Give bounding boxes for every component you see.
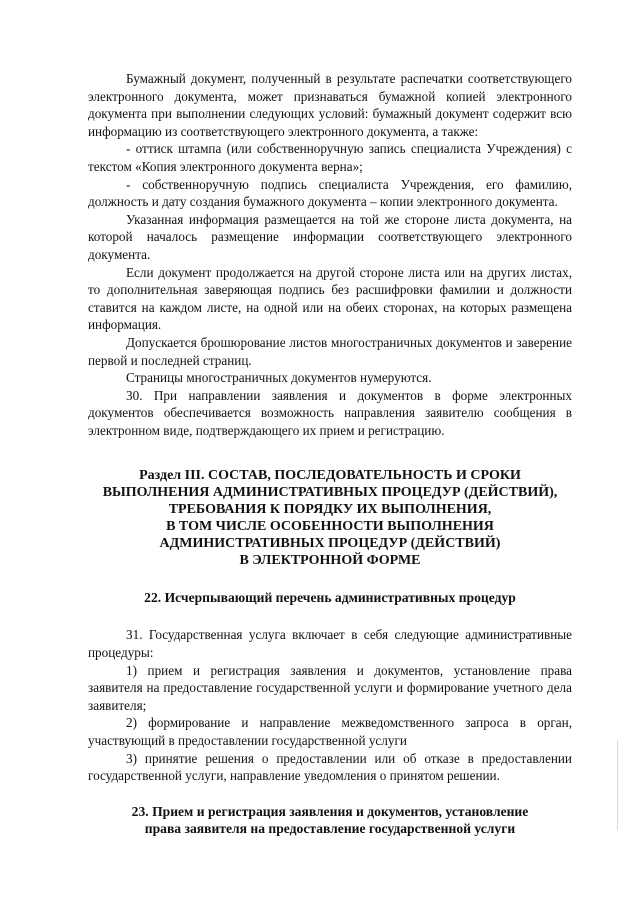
subsection-heading-line: права заявителя на предоставление государственной услуги	[144, 820, 516, 836]
paragraph: 3) принятие решения о предоставлении или об отказе в предоставлении государственной услуги, направление уведомления о принятом решении.	[88, 750, 572, 784]
section-title-line: Раздел III. СОСТАВ, ПОСЛЕДОВАТЕЛЬНОСТЬ И СРОКИ	[139, 468, 521, 484]
section-title	[88, 467, 572, 569]
subsection-heading-22	[88, 589, 572, 606]
paragraph: Допускается брошюрование листов многостраничных документов и заверение первой и последней страниц.	[88, 334, 572, 368]
section-title-line: В ТОМ ЧИСЛЕ ОСОБЕННОСТИ ВЫПОЛНЕНИЯ	[166, 519, 494, 535]
section-title-line: АДМИНИСТРАТИВНЫХ ПРОЦЕДУР (ДЕЙСТВИЙ)	[159, 536, 501, 552]
paragraph: 2) формирование и направление межведомственного запроса в орган, участвующий в предоставлении государственной услуги	[88, 715, 572, 749]
paragraph: Если документ продолжается на другой стороне листа или на других листах, то дополнительная заверяющая подпись без расшифровки фамилии и должности ставится на каждом листе, на одной или на обеих сторонах, на которых размещена информация.	[88, 264, 572, 333]
section-title-line: ТРЕБОВАНИЯ К ПОРЯДКУ ИХ ВЫПОЛНЕНИЯ,	[168, 502, 492, 518]
paragraph: 31. Государственная услуга включает в себя следующие административные процедуры:	[88, 627, 572, 661]
subsection-heading-line: 23. Прием и регистрация заявления и документов, установление	[131, 803, 529, 819]
section-title-line: В ЭЛЕКТРОННОЙ ФОРМЕ	[239, 553, 421, 569]
paragraph: 30. При направлении заявления и документов в форме электронных документов обеспечивается возможность направления заявителю сообщения в электронном виде, подтверждающего их прием и регистрацию.	[88, 387, 572, 438]
subsection-heading-23	[88, 803, 572, 837]
document-body	[88, 70, 572, 857]
paragraph: - оттиск штампа (или собственноручную запись специалиста Учреждения) с текстом «Копия электронного документа верна»;	[88, 141, 572, 174]
paragraph: Указанная информация размещается на той же стороне листа документа, на которой началось размещение информации соответствующего электронного документа.	[88, 211, 572, 262]
paragraph: - собственноручную подпись специалиста Учреждения, его фамилию, должность и дату создания бумажного документа – копии электронного документа.	[88, 176, 572, 210]
subsection-heading-line: 22. Исчерпывающий перечень административных процедур	[144, 590, 516, 606]
section-title-line: ВЫПОЛНЕНИЯ АДМИНИСТРАТИВНЫХ ПРОЦЕДУР (ДЕЙСТВИЙ),	[102, 485, 558, 501]
paragraph: Страницы многостраничных документов нумеруются.	[126, 370, 432, 386]
paragraph: Бумажный документ, полученный в результате распечатки соответствующего электронного документа, может признаваться бумажной копией электронного документа при выполнении следующих условий: бумажный документ содержит всю информацию из соответствующего электронного документа, а также:	[88, 71, 572, 139]
scan-edge-line	[617, 740, 618, 830]
paragraph: 1) прием и регистрация заявления и документов, установление права заявителя на предоставление государственной услуги и формирование учетного дела заявителя;	[88, 662, 572, 713]
